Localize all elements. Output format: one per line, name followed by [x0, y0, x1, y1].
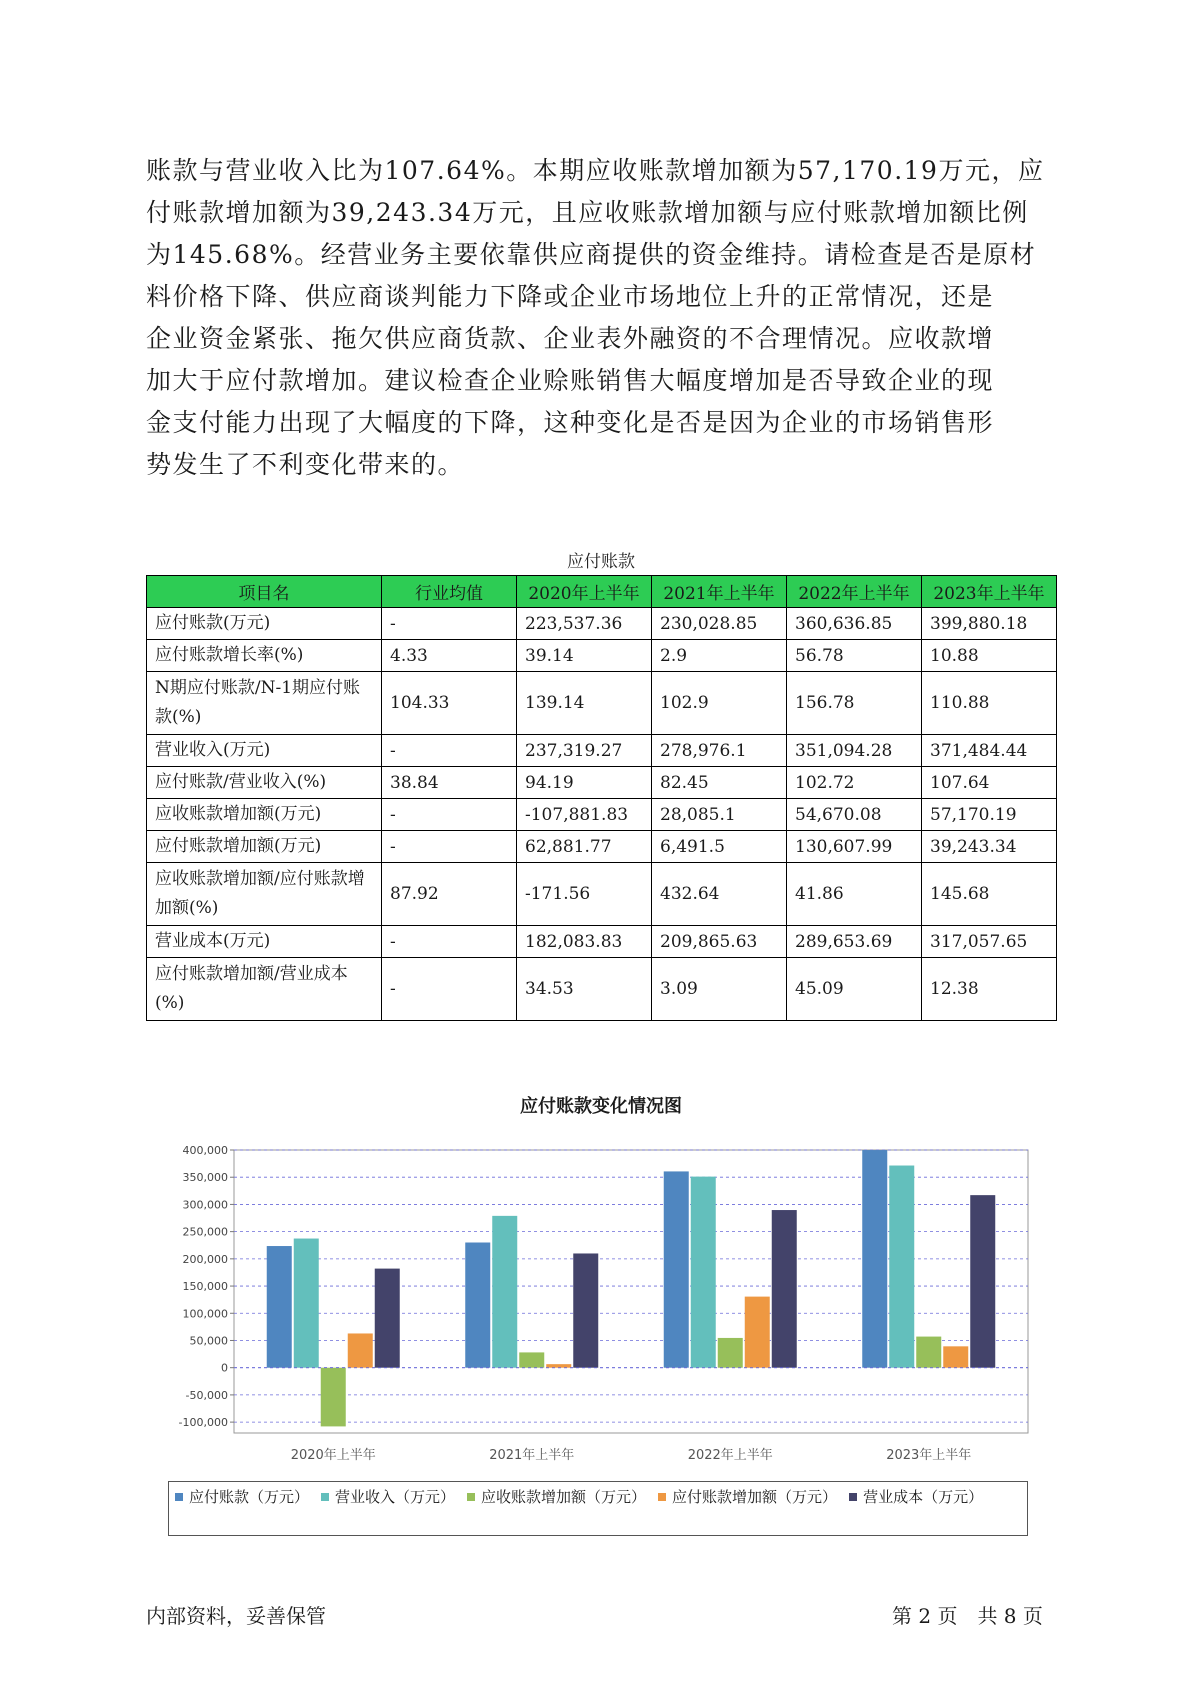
- y-tick-label: -50,000: [185, 1388, 228, 1402]
- bar-chart: [146, 1125, 1056, 1475]
- bar: [916, 1337, 941, 1368]
- table-cell: 28,085.1: [652, 799, 787, 831]
- bar: [492, 1216, 517, 1368]
- financial-table: [146, 575, 1057, 1021]
- y-tick-label: 400,000: [182, 1144, 228, 1157]
- legend-item: [849, 1486, 983, 1508]
- legend-swatch: [658, 1493, 666, 1501]
- y-tick-label: 200,000: [182, 1252, 228, 1266]
- table-cell: 278,976.1: [652, 735, 787, 767]
- legend-label: 营业收入（万元）: [335, 1488, 456, 1506]
- row-label: 应付账款增加额/营业成本(%): [147, 958, 382, 1021]
- bar: [889, 1166, 914, 1368]
- table-cell: 110.88: [922, 672, 1057, 735]
- table-cell: 41.86: [787, 863, 922, 926]
- table-cell: 317,057.65: [922, 926, 1057, 958]
- table-row: [147, 831, 1057, 863]
- table-cell: 209,865.63: [652, 926, 787, 958]
- table-cell: 182,083.83: [517, 926, 652, 958]
- table-row: [147, 608, 1057, 640]
- row-label: 营业收入(万元): [147, 735, 382, 767]
- bar: [321, 1368, 346, 1427]
- table-cell: 2.9: [652, 640, 787, 672]
- column-header: 2022年上半年: [787, 576, 922, 608]
- table-cell: 34.53: [517, 958, 652, 1021]
- bar: [465, 1243, 490, 1368]
- row-label: 应收账款增加额/应付账款增加额(%): [147, 863, 382, 926]
- table-cell: 351,094.28: [787, 735, 922, 767]
- x-tick-label: 2021年上半年: [489, 1448, 575, 1463]
- table-cell: 4.33: [382, 640, 517, 672]
- row-label: 应付账款增加额(万元): [147, 831, 382, 863]
- table-cell: 107.64: [922, 767, 1057, 799]
- table-cell: 54,670.08: [787, 799, 922, 831]
- table-cell: 130,607.99: [787, 831, 922, 863]
- y-tick-label: 0: [221, 1361, 228, 1375]
- table-cell: 237,319.27: [517, 735, 652, 767]
- bar: [862, 1150, 887, 1368]
- legend-item: [175, 1486, 309, 1508]
- paragraph-line: 付账款增加额为39,243.34万元，且应收账款增加额与应付账款增加额比例: [146, 198, 1029, 227]
- table-cell: 102.9: [652, 672, 787, 735]
- table-row: [147, 958, 1057, 1021]
- table-cell: 38.84: [382, 767, 517, 799]
- y-tick-label: 250,000: [182, 1225, 228, 1239]
- bar: [573, 1253, 598, 1367]
- table-cell: 230,028.85: [652, 608, 787, 640]
- bar: [348, 1333, 373, 1367]
- table-cell: 371,484.44: [922, 735, 1057, 767]
- table-cell: 223,537.36: [517, 608, 652, 640]
- x-tick-label: 2023年上半年: [886, 1448, 972, 1463]
- bar: [267, 1246, 292, 1368]
- table-cell: -: [382, 799, 517, 831]
- row-label: 应付账款增长率(%): [147, 640, 382, 672]
- legend-item: [658, 1486, 837, 1508]
- chart-title: 应付账款变化情况图: [520, 1096, 682, 1117]
- table-cell: 102.72: [787, 767, 922, 799]
- table-cell: 82.45: [652, 767, 787, 799]
- table-cell: 6,491.5: [652, 831, 787, 863]
- bar: [943, 1346, 968, 1367]
- bar: [745, 1297, 770, 1368]
- bar: [772, 1210, 797, 1368]
- table-caption: 应付账款: [567, 552, 635, 572]
- table-cell: 156.78: [787, 672, 922, 735]
- y-tick-label: -100,000: [178, 1416, 228, 1430]
- table-cell: -: [382, 735, 517, 767]
- paragraph-line: 金支付能力出现了大幅度的下降，这种变化是否是因为企业的市场销售形: [146, 408, 995, 437]
- table-cell: 139.14: [517, 672, 652, 735]
- table-cell: 145.68: [922, 863, 1057, 926]
- bar: [970, 1195, 995, 1368]
- bar: [519, 1352, 544, 1367]
- legend-item: [467, 1486, 646, 1508]
- legend-swatch: [849, 1493, 857, 1501]
- paragraph-line: 加大于应付款增加。建议检查企业赊账销售大幅度增加是否导致企业的现: [146, 366, 995, 395]
- bar: [664, 1171, 689, 1367]
- body-paragraph: [146, 150, 1046, 486]
- bar: [691, 1177, 716, 1368]
- row-label: 应付账款/营业收入(%): [147, 767, 382, 799]
- row-label: 应付账款(万元): [147, 608, 382, 640]
- chart-legend: [168, 1481, 1028, 1536]
- paragraph-line: 料价格下降、供应商谈判能力下降或企业市场地位上升的正常情况，还是: [146, 282, 995, 311]
- legend-item: [321, 1486, 455, 1508]
- table-cell: 39,243.34: [922, 831, 1057, 863]
- bar: [294, 1239, 319, 1368]
- footer-confidential-note: 内部资料，妥善保管: [146, 1604, 326, 1628]
- table-cell: 399,880.18: [922, 608, 1057, 640]
- y-tick-label: 100,000: [182, 1307, 228, 1321]
- y-tick-label: 50,000: [189, 1334, 228, 1348]
- table-row: [147, 799, 1057, 831]
- table-cell: 432.64: [652, 863, 787, 926]
- table-cell: -: [382, 831, 517, 863]
- table-cell: 39.14: [517, 640, 652, 672]
- column-header: 行业均值: [382, 576, 517, 608]
- bar: [375, 1269, 400, 1368]
- row-label: 营业成本(万元): [147, 926, 382, 958]
- paragraph-line: 企业资金紧张、拖欠供应商货款、企业表外融资的不合理情况。应收款增: [146, 324, 995, 353]
- table-cell: 3.09: [652, 958, 787, 1021]
- row-label: 应收账款增加额(万元): [147, 799, 382, 831]
- table-cell: -: [382, 958, 517, 1021]
- table-row: [147, 926, 1057, 958]
- column-header: 2020年上半年: [517, 576, 652, 608]
- paragraph-line: 势发生了不利变化带来的。: [146, 450, 465, 479]
- row-label: N期应付账款/N-1期应付账款(%): [147, 672, 382, 735]
- y-tick-label: 300,000: [182, 1198, 228, 1212]
- table-row: [147, 767, 1057, 799]
- column-header: 2023年上半年: [922, 576, 1057, 608]
- table-cell: 45.09: [787, 958, 922, 1021]
- table-header-row: [147, 576, 1057, 608]
- table-row: [147, 863, 1057, 926]
- legend-label: 应付账款增加额（万元）: [672, 1488, 838, 1506]
- table-cell: 87.92: [382, 863, 517, 926]
- table-cell: 57,170.19: [922, 799, 1057, 831]
- table-cell: 10.88: [922, 640, 1057, 672]
- table-cell: -171.56: [517, 863, 652, 926]
- table-cell: 12.38: [922, 958, 1057, 1021]
- bar: [546, 1364, 571, 1368]
- paragraph-line: 为145.68%。经营业务主要依靠供应商提供的资金维持。请检查是否是原材: [146, 240, 1037, 269]
- table-cell: -: [382, 608, 517, 640]
- column-header: 2021年上半年: [652, 576, 787, 608]
- table-row: [147, 640, 1057, 672]
- paragraph-line: 账款与营业收入比为107.64%。本期应收账款增加额为57,170.19万元，应: [146, 156, 1045, 185]
- legend-label: 应付账款（万元）: [189, 1488, 310, 1506]
- legend-label: 营业成本（万元）: [863, 1488, 984, 1506]
- y-tick-label: 350,000: [182, 1171, 228, 1185]
- table-row: [147, 672, 1057, 735]
- table-body: [147, 608, 1057, 1021]
- table-cell: 56.78: [787, 640, 922, 672]
- y-tick-label: 150,000: [182, 1280, 228, 1294]
- bar: [718, 1338, 743, 1368]
- table-cell: 104.33: [382, 672, 517, 735]
- x-tick-label: 2020年上半年: [290, 1448, 376, 1463]
- table-cell: 94.19: [517, 767, 652, 799]
- x-tick-label: 2022年上半年: [687, 1448, 773, 1463]
- legend-swatch: [175, 1493, 183, 1501]
- legend-swatch: [467, 1493, 475, 1501]
- table-cell: -: [382, 926, 517, 958]
- table-row: [147, 735, 1057, 767]
- legend-label: 应收账款增加额（万元）: [481, 1488, 647, 1506]
- column-header: 项目名: [147, 576, 382, 608]
- table-cell: 62,881.77: [517, 831, 652, 863]
- table-cell: 360,636.85: [787, 608, 922, 640]
- footer-page-number: 第 2 页 共 8 页: [892, 1604, 1043, 1628]
- table-cell: 289,653.69: [787, 926, 922, 958]
- legend-swatch: [321, 1493, 329, 1501]
- table-cell: -107,881.83: [517, 799, 652, 831]
